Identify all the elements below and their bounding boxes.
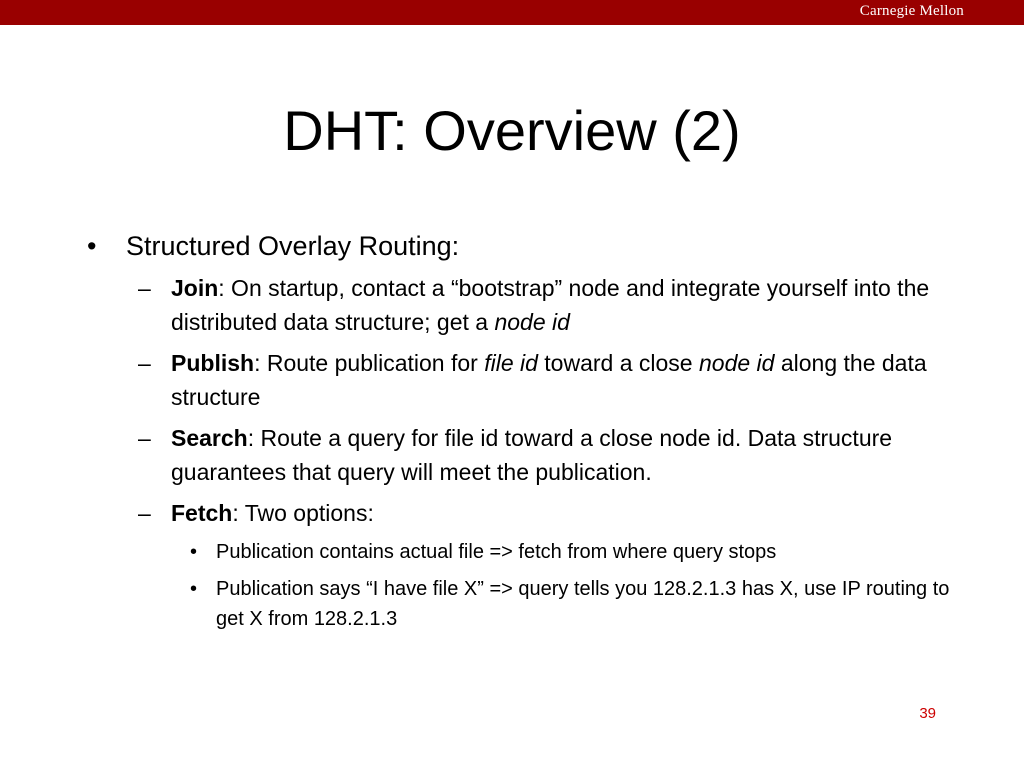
page-number: 39 [919,705,936,722]
join-italic-node-id: node id [494,309,570,335]
bullet-structured-overlay-routing [0,228,1024,264]
publish-text-b: toward a close [537,350,699,376]
bullet-text: Structured Overlay Routing: [126,231,460,261]
term-fetch: Fetch [171,500,233,526]
publish-italic-node-id: node id [699,350,775,376]
term-join: Join [171,275,219,301]
term-search: Search [171,425,248,451]
fetch-option-text: Publication contains actual file => fetch from where query stops [216,541,777,563]
dash-icon: – [138,350,151,376]
bullet-icon: • [190,578,198,600]
bullet-icon: • [87,231,97,261]
bullet-icon: • [190,541,198,563]
sub-bullet-publish [0,346,1024,414]
publish-italic-file-id: file id [484,350,538,376]
dash-icon: – [138,500,151,526]
term-publish: Publish [171,350,255,376]
fetch-text: : Two options: [232,500,374,526]
brand-wordmark: Carnegie Mellon [859,3,964,19]
sub-bullet-fetch [0,496,1024,530]
header-bar [0,0,1024,25]
publish-text-a: : Route publication for [254,350,485,376]
dash-icon: – [138,425,151,451]
fetch-option-1 [0,537,1024,567]
slide-title: DHT: Overview (2) [283,99,741,162]
search-text: : Route a query for file id toward a close node id. Data structure guarantees that query will meet the publication. [171,425,893,485]
fetch-option-2 [0,574,1024,634]
sub-bullet-join [0,271,1024,339]
dash-icon: – [138,275,151,301]
publish-text-c: along the data structure [171,350,927,410]
slide-content [0,228,1024,641]
join-text: : On startup, contact a “bootstrap” node and integrate yourself into the distributed data structure; get a [171,275,930,335]
sub-bullet-search [0,421,1024,489]
fetch-option-text: Publication says “I have file X” => query tells you 128.2.1.3 has X, use IP routing to get X from 128.2.1.3 [216,578,950,630]
